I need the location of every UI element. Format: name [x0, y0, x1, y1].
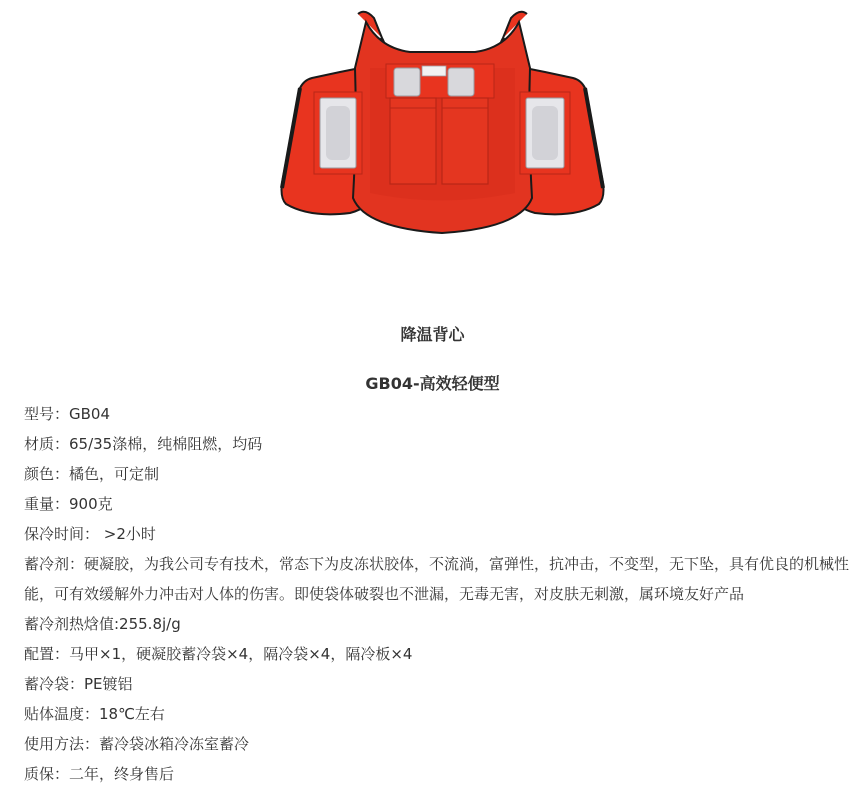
spec-cooling-time: 保冷时间： >2小时	[24, 525, 156, 543]
spec-usage: 使用方法：蓄冷袋冰箱冷冻室蓄冷	[24, 735, 250, 753]
spec-weight: 重量：900克	[24, 495, 113, 513]
spec-list	[24, 399, 860, 789]
spec-configuration: 配置：马甲×1，硬凝胶蓄冷袋×4，隔冷袋×4，隔冷板×4	[24, 645, 413, 663]
spec-material: 材质：65/35涤棉，纯棉阻燃，均码	[24, 435, 263, 453]
spec-body-temperature: 贴体温度：18℃左右	[24, 705, 165, 723]
spec-enthalpy: 蓄冷剂热焓值:255.8j/g	[24, 615, 181, 633]
cooling-vest-image	[270, 8, 615, 243]
spec-color: 颜色：橘色，可定制	[24, 465, 160, 483]
spec-cold-bag: 蓄冷袋：PE镀铝	[24, 675, 133, 693]
spec-warranty: 质保：二年，终身售后	[24, 765, 175, 783]
spec-model: 型号：GB04	[24, 405, 111, 423]
product-model-title: GB04-高效轻便型	[365, 374, 500, 393]
page-title: 降温背心	[400, 325, 465, 344]
spec-coolant: 蓄冷剂：硬凝胶，为我公司专有技术，常态下为皮冻状胶体，不流淌，富弹性，抗冲击，不变型，无下坠，具有优良的机械性能，可有效缓解外力冲击对人体的伤害。即使袋体破裂也不泄漏，无毒无害，对皮肤无刺激，属环境友好产品	[24, 555, 850, 603]
